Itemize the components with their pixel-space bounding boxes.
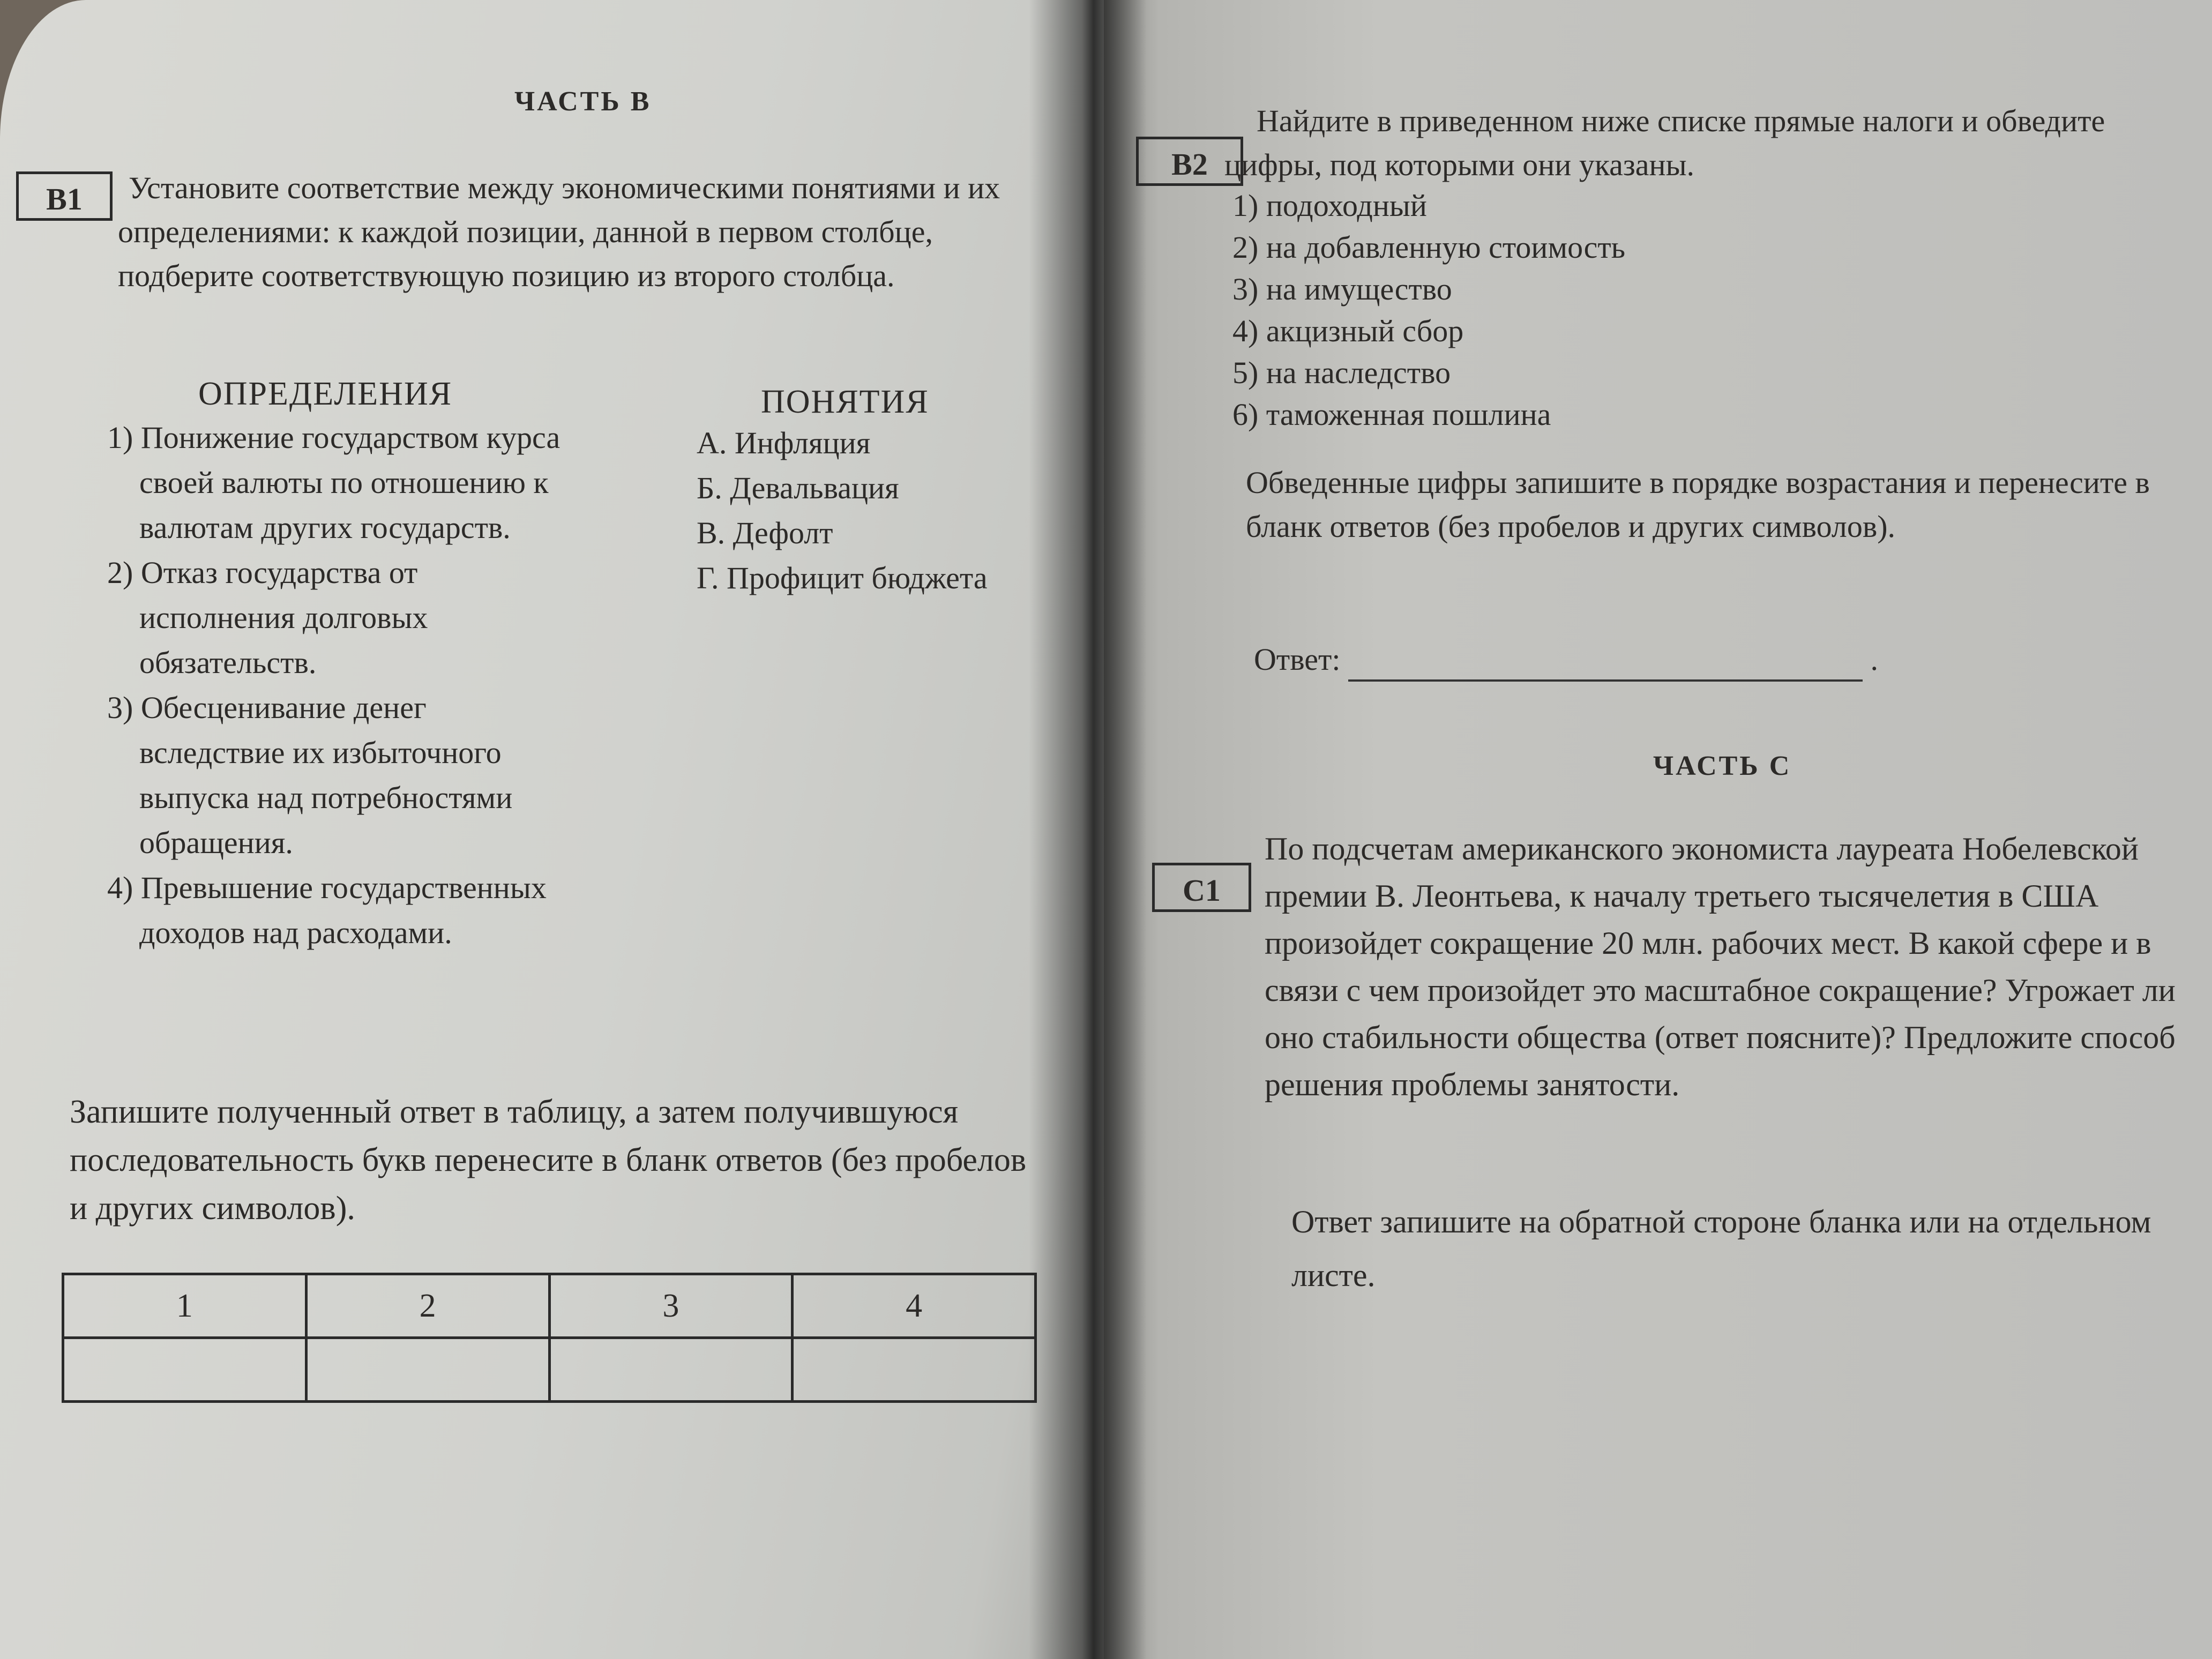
answer-cell[interactable] — [63, 1338, 307, 1402]
b1-instruction: Установите соответствие между экономическими понятиями и их определениями: к каждой позиции, данной в первом столбце, подберите соответствующую позицию из второго столбца. — [118, 170, 1000, 293]
tax-item: 6) таможенная пошлина — [1232, 397, 1551, 432]
part-c-heading: ЧАСТЬ С — [1653, 751, 1792, 781]
left-page — [0, 0, 1104, 1659]
b2-answer-row — [1254, 638, 1878, 682]
b2-label-box: В2 — [1136, 137, 1243, 186]
book-spine-shadow — [1029, 0, 1147, 1659]
concept-item: Г. Профицит бюджета — [697, 561, 988, 595]
answer-cell[interactable] — [549, 1338, 793, 1402]
c1-label-box: С1 — [1152, 863, 1251, 912]
tax-item: 4) акцизный сбор — [1232, 313, 1464, 348]
definition-item: 3) Обесценивание денег вследствие их избыточного выпуска над потребностями обращения. — [107, 690, 513, 860]
definitions-list — [107, 415, 568, 955]
b1-table-instruction: Запишите полученный ответ в таблицу, а затем получившуюся последовательность букв перенесите в бланк ответов (без пробелов и других символов). — [70, 1094, 1027, 1227]
tax-item: 2) на добавленную стоимость — [1232, 230, 1626, 265]
tax-item: 5) на наследство — [1232, 355, 1451, 390]
concept-item: А. Инфляция — [697, 425, 871, 460]
concepts-list — [697, 421, 1072, 601]
concept-item: Б. Девальвация — [697, 470, 899, 505]
table-header-cell: 2 — [306, 1274, 549, 1338]
answer-period: . — [1870, 642, 1878, 677]
table-header-cell: 3 — [549, 1274, 793, 1338]
b2-note: Обведенные цифры запишите в порядке возрастания и перенесите в бланк ответов (без пробелов и других символов). — [1246, 465, 2150, 544]
answer-label: Ответ: — [1254, 642, 1341, 677]
table-answer-row[interactable] — [63, 1338, 1036, 1402]
c1-note: Ответ запишите на обратной стороне бланка или на отдельном листе. — [1291, 1204, 2151, 1293]
table-header-cell: 4 — [793, 1274, 1036, 1338]
tax-item: 3) на имущество — [1232, 272, 1452, 307]
definition-item: 4) Превышение государственных доходов над расходами. — [107, 870, 547, 950]
b2-items-list — [1232, 185, 1875, 436]
b1-answer-table — [62, 1273, 1037, 1403]
answer-line-field[interactable] — [1348, 647, 1863, 682]
c1-text: По подсчетам американского экономиста лауреата Нобелевской премии В. Леонтьева, к началу третьего тысячелетия в США произойдет сокращение 20 млн. рабочих мест. В какой сфере и в связи с чем произойдет это масштабное сокращение? Угрожает ли оно стабильности общества (ответ поясните)? Предложите способ решения проблемы занятости. — [1265, 831, 2176, 1102]
answer-cell[interactable] — [793, 1338, 1036, 1402]
concepts-heading: ПОНЯТИЯ — [761, 384, 929, 420]
right-page — [1104, 0, 2212, 1659]
b2-instruction: Найдите в приведенном ниже списке прямые налоги и обведите цифры, под которыми они указаны. — [1224, 103, 2105, 182]
part-b-heading: ЧАСТЬ В — [514, 86, 652, 117]
definitions-heading: ОПРЕДЕЛЕНИЯ — [198, 376, 453, 412]
answer-cell[interactable] — [306, 1338, 549, 1402]
b1-label-box: В1 — [16, 171, 113, 221]
tax-item: 1) подоходный — [1232, 188, 1427, 223]
definition-item: 2) Отказ государства от исполнения долговых обязательств. — [107, 555, 428, 680]
definition-item: 1) Понижение государством курса своей валюты по отношению к валютам других государств. — [107, 420, 561, 545]
table-header-cell: 1 — [63, 1274, 307, 1338]
concept-item: В. Дефолт — [697, 515, 833, 550]
table-header-row — [63, 1274, 1036, 1338]
